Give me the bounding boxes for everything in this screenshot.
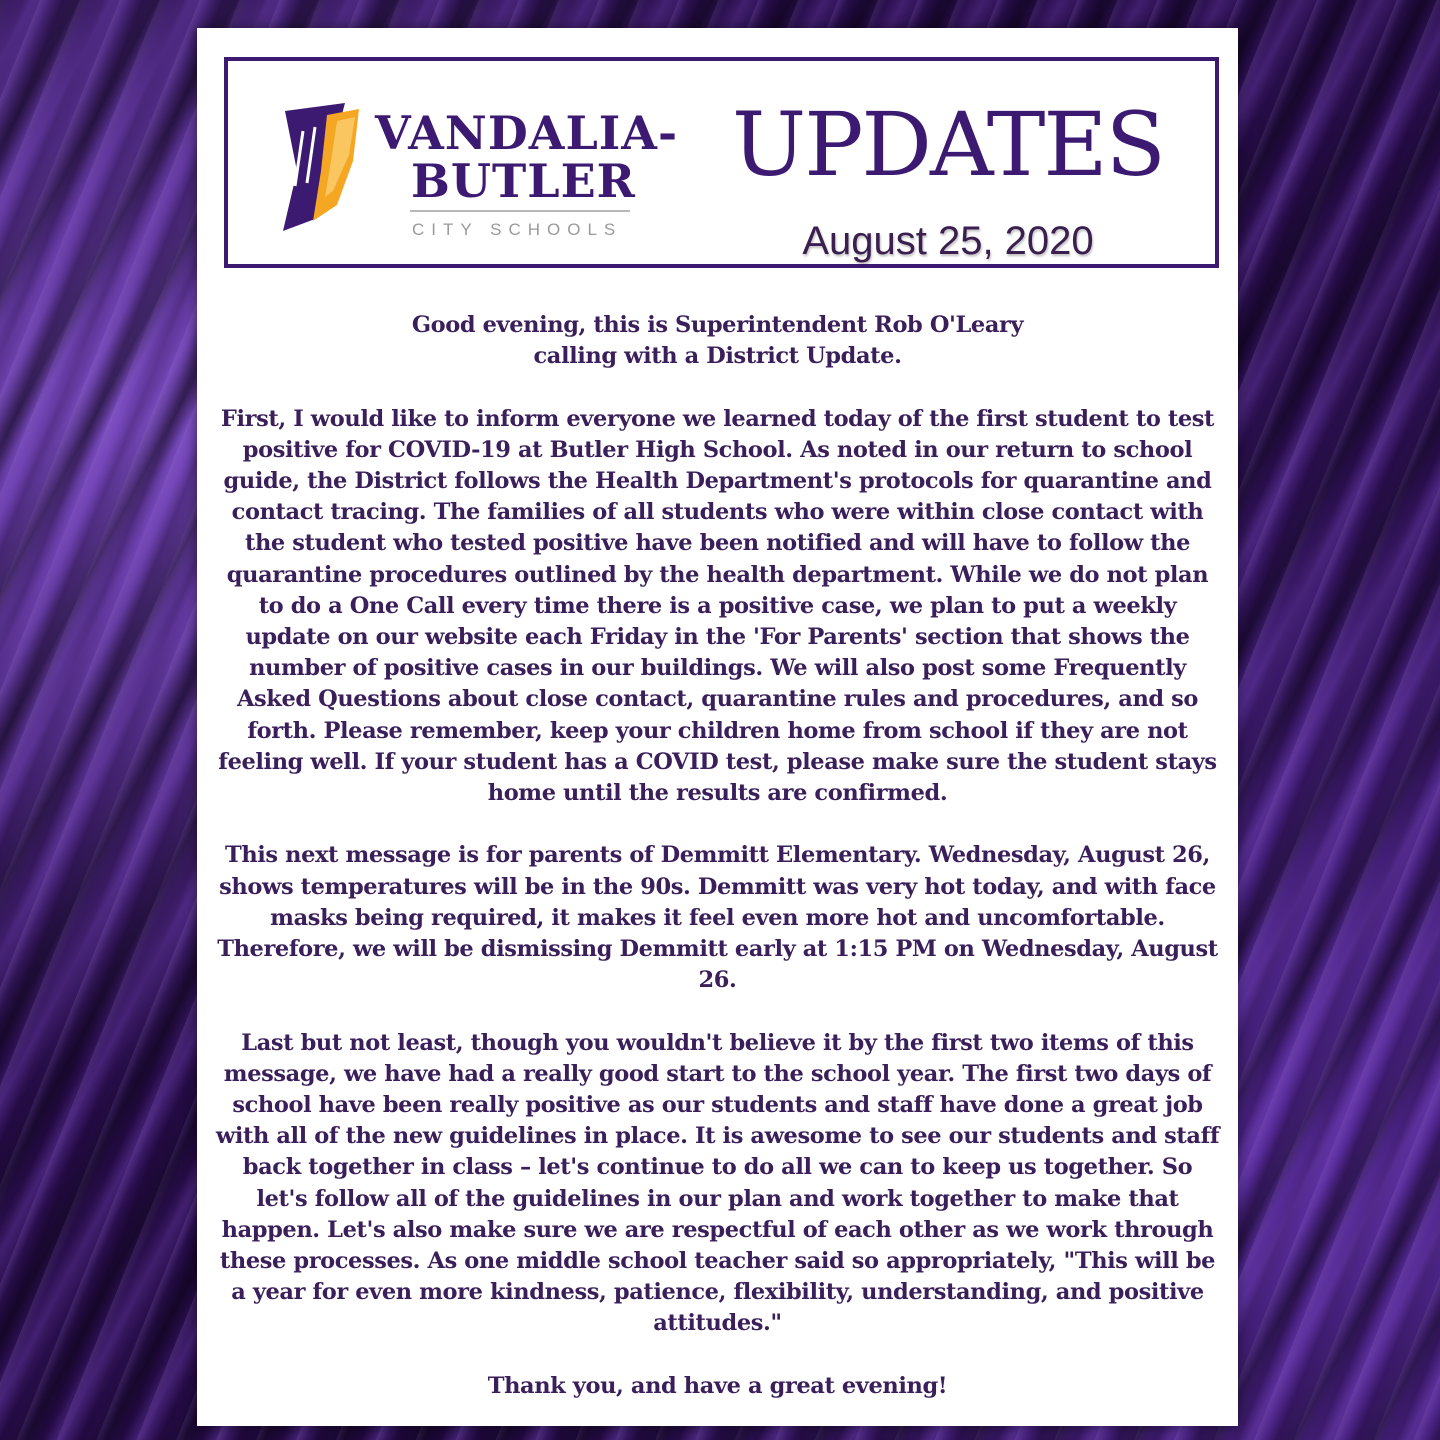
paragraph-good-start: Last but not least, though you wouldn't believe it by the first two items of this message, we have had a really good start to the school year. The first two days of school have been really positive as our students and staff have done a great job with all of the new guidelines in place. It is awesome to see our students and staff back together in class – let's continue to do all we can to keep us together. So let's follow all of the guidelines in our plan and work together to make that happen. Let's also make sure we are respectful of each other as we work through these processes. As one middle school teacher said so appropriately, "This will be a year for even more kindness, patience, flexibility, understanding, and positive attitudes." [215,1029,1220,1337]
torch-flame-logo-icon [283,103,359,231]
paragraph-covid-update: First, I would like to inform everyone we learned today of the first student to test positive for COVID-19 at Butler High School. As noted in our return to school guide, the District follows the Health Department's protocols for quarantine and contact tracing. The families of all students who were within close contact with the student who tested positive have been notified and will have to follow the quarantine procedures outlined by the health department. While we do not plan to do a One Call every time there is a positive case, we plan to put a weekly update on our website each Friday in the 'For Parents' section that shows the number of positive cases in our buildings. We will also post some Frequently Asked Questions about close contact, quarantine rules and procedures, and so forth. Please remember, keep your children home from school if they are not feeling well. If your student has a COVID test, please make sure the student stays home until the results are confirmed. [218,405,1217,807]
message-body [215,310,1220,1402]
page-title: UPDATES [732,93,1164,196]
logo-line-vandalia: VANDALIA- [375,106,679,160]
logo-line-city-schools: CITY SCHOOLS [412,220,623,239]
update-date: August 25, 2020 [802,219,1094,263]
greeting-text: Good evening, this is Superintendent Rob O'Leary calling with a District Update. [411,312,1024,370]
paragraph-demmitt-dismissal: This next message is for parents of Demmitt Elementary. Wednesday, August 26, shows temperatures will be in the 90s. Demmitt was very hot today, and with face masks being required, it makes it feel even more hot and uncomfortable. Therefore, we will be dismissing Demmitt early at 1:15 PM on Wednesday, August 26. [217,842,1218,994]
closing-text: Thank you, and have a great evening! [487,1372,948,1399]
header-banner [224,57,1219,268]
district-logo [275,101,685,241]
logo-line-butler: BUTLER [411,154,636,208]
announcement-card [197,28,1238,1426]
